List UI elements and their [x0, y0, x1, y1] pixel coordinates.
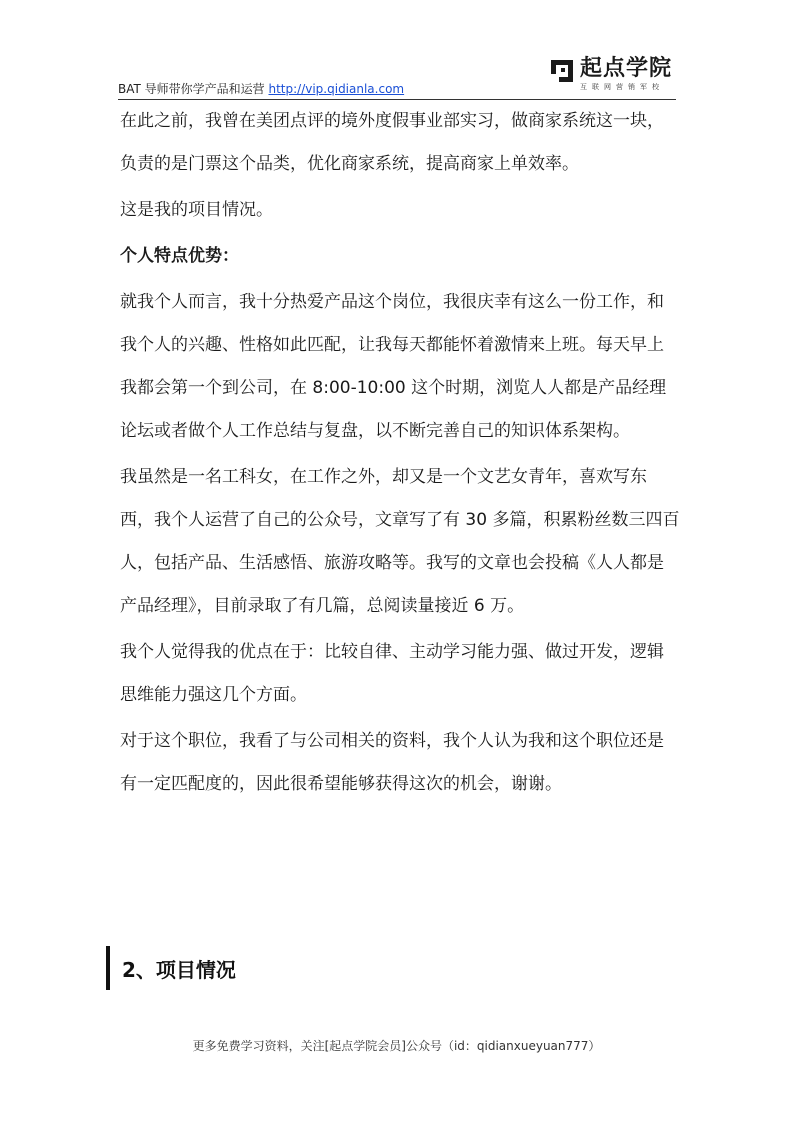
logo-subtitle: 互联网营销军校 [579, 83, 664, 91]
document-body [120, 100, 680, 809]
logo-words [580, 56, 672, 92]
section-title: 2、项目情况 [122, 957, 236, 982]
logo [549, 56, 672, 94]
page-footer: 更多免费学习资料，关注[起点学院会员]公众号（id：qidianxueyuan777） [192, 1039, 601, 1053]
logo-name: 起点学院 [579, 56, 672, 81]
paragraph: 这是我的项目情况。 [120, 200, 273, 220]
logo-icon [549, 58, 575, 84]
section-heading [106, 946, 236, 990]
paragraph: 就我个人而言，我十分热爱产品这个岗位，我很庆幸有这么一份工作，和我个人的兴趣、性格如此匹配，让我每天都能怀着激情来上班。每天早上我都会第一个到公司，在 8:00-10:00 这个时期，浏览人人都是产品经理论坛或者做个人工作总结与复盘，以不断完善自己的知识体系架构。 [120, 292, 667, 441]
page-header [118, 52, 676, 100]
subheading: 个人特点优势： [120, 246, 239, 266]
header-prefix: BAT 导师带你学产品和运营 [118, 82, 269, 96]
section-bar [106, 946, 110, 990]
paragraph: 在此之前，我曾在美团点评的境外度假事业部实习，做商家系统这一块，负责的是门票这个品类，优化商家系统，提高商家上单效率。 [120, 111, 664, 174]
paragraph: 我虽然是一名工科女，在工作之外，却又是一个文艺女青年，喜欢写东西，我个人运营了自己的公众号，文章写了有 30 多篇，积累粉丝数三四百人，包括产品、生活感悟、旅游攻略等。我写的文章也会投稿《人人都是产品经理》，目前录取了有几篇，总阅读量接近 6 万。 [120, 467, 680, 616]
header-link[interactable]: http://vip.qidianla.com [268, 82, 405, 96]
header-text [118, 80, 404, 97]
paragraph: 我个人觉得我的优点在于：比较自律、主动学习能力强、做过开发，逻辑思维能力强这几个方面。 [120, 642, 664, 705]
paragraph: 对于这个职位，我看了与公司相关的资料，我个人认为我和这个职位还是有一定匹配度的，因此很希望能够获得这次的机会，谢谢。 [120, 731, 664, 794]
